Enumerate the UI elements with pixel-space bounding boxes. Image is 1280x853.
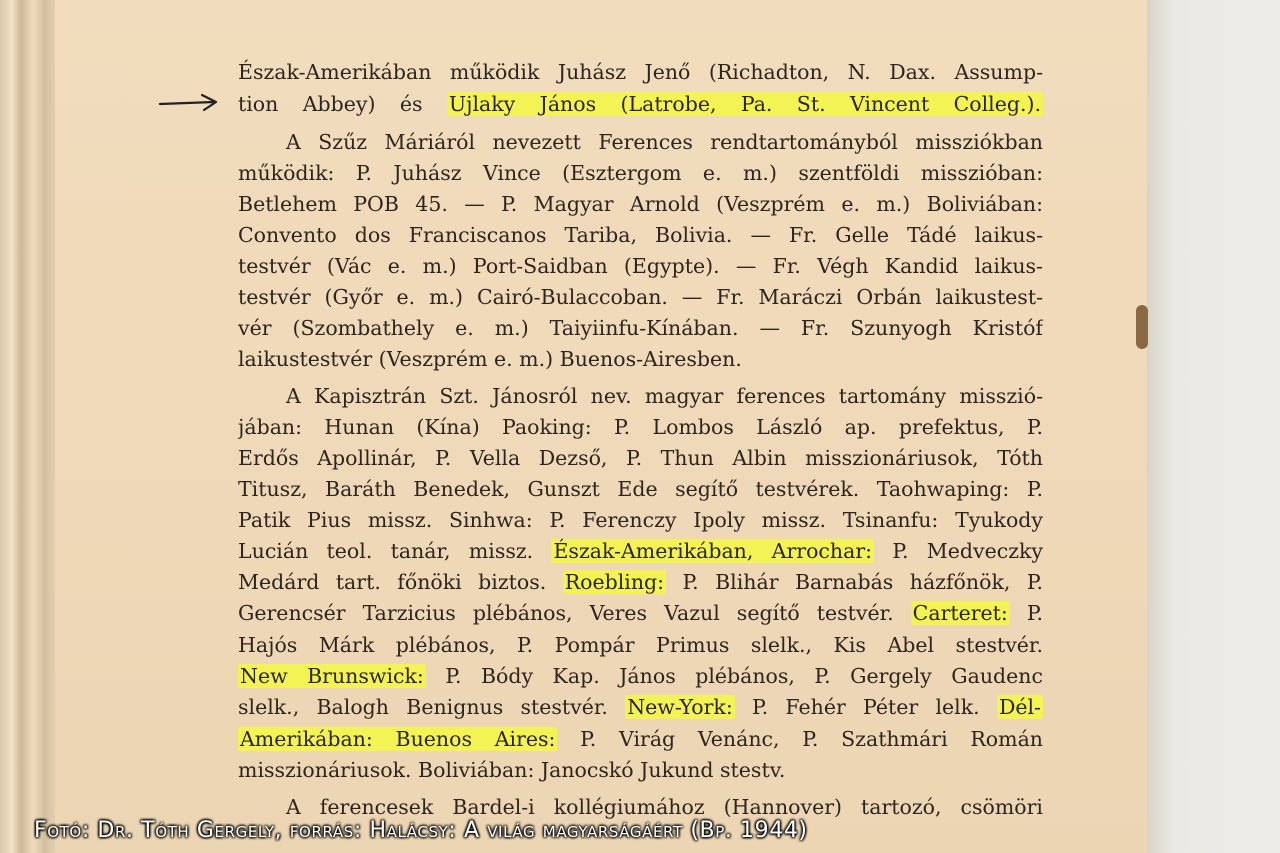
text-segment: Medárd tart. főnöki biztos. [238, 570, 563, 594]
text-line [238, 57, 1043, 88]
text-line [238, 220, 1043, 251]
highlighted-text: Carteret: [912, 601, 1008, 625]
text-segment: P. [1026, 601, 1043, 625]
text-segment: vér (Szombathely e. m.) Taiyiinfu-Kínában. — Fr. Szunyogh Kristóf [238, 316, 1043, 340]
text-line [238, 344, 1043, 375]
text-line [238, 474, 1043, 505]
text-segment: Betlehem POB 45. — P. Magyar Arnold (Veszprém e. m.) Boliviában: [238, 192, 1043, 216]
background-surface [1147, 0, 1280, 853]
text-line [238, 381, 1043, 412]
text-segment: tion Abbey) és [238, 92, 447, 116]
text-line [238, 692, 1043, 723]
photo-credit-caption: Fotó: Dr. Tóth Gergely, forrás: Halácsy: A világ magyarságáért (Bp. 1944) [34, 818, 808, 843]
text-segment: Hajós Márk plébános, P. Pompár Primus slelk., Kis Abel stestvér. [238, 633, 1043, 657]
text-segment: laikustestvér (Veszprém e. m.) Buenos-Airesben. [238, 347, 742, 371]
text-line [238, 158, 1043, 189]
hand-drawn-arrow-icon [158, 92, 222, 114]
text-line [238, 127, 1043, 158]
text-line [238, 598, 1043, 629]
text-line [238, 412, 1043, 443]
text-segment: Convento dos Franciscanos Tariba, Bolivia. — Fr. Gelle Tádé laikus- [238, 223, 1043, 247]
text-segment: Észak-Amerikában működik Juhász Jenő (Richadton, N. Dax. Assump- [238, 60, 1043, 84]
text-segment: misszionáriusok. Boliviában: Janocskó Jukund stestv. [238, 758, 786, 782]
text-segment: testvér (Vác e. m.) Port-Saidban (Egypte). — Fr. Végh Kandid laikus- [238, 254, 1043, 278]
text-segment: P. Bódy Kap. János plébános, P. Gergely Gaudenc [445, 664, 1043, 688]
text-line [238, 251, 1043, 282]
text-segment: slelk., Balogh Benignus stestvér. [238, 695, 626, 719]
text-line [238, 755, 1043, 786]
book-page-edges [0, 0, 60, 853]
text-segment: Lucián teol. tanár, missz. [238, 539, 552, 563]
text-line [238, 661, 1043, 692]
text-segment: P. Medveczky [892, 539, 1043, 563]
text-segment: P. Fehér Péter lelk. [752, 695, 997, 719]
text-segment: működik: P. Juhász Vince (Esztergom e. m.) szentföldi misszióban: [238, 161, 1043, 185]
highlighted-text: Amerikában: Buenos Aires: [240, 727, 556, 751]
text-line [238, 724, 1043, 755]
highlighted-text: Roebling: [564, 570, 665, 594]
text-line [238, 630, 1043, 661]
text-line [238, 536, 1043, 567]
text-line [238, 443, 1043, 474]
text-segment: Patik Pius missz. Sinhwa: P. Ferenczy Ipoly missz. Tsinanfu: Tyukody [238, 508, 1043, 532]
text-segment: A ferencesek Bardel-i kollégiumához (Hannover) tartozó, csömöri [286, 795, 1043, 819]
text-segment: A Kapisztrán Szt. Jánosról nev. magyar ferences tartomány misszió- [286, 384, 1043, 408]
highlighted-text: Dél- [998, 695, 1041, 719]
text-line [238, 282, 1043, 313]
text-segment: P. Blihár Barnabás házfőnök, P. [682, 570, 1043, 594]
highlighted-text: New-York: [627, 695, 733, 719]
highlighted-text: New Brunswick: [240, 664, 424, 688]
text-line [238, 313, 1043, 344]
text-line [238, 505, 1043, 536]
text-line [238, 189, 1043, 220]
text-segment: testvér (Győr e. m.) Cairó-Bulaccoban. — Fr. Maráczi Orbán laikustest- [238, 285, 1043, 309]
text-segment: P. Virág Venánc, P. Szathmári Román [580, 727, 1043, 751]
highlighted-text: Észak-Amerikában, Arrochar: [553, 539, 873, 563]
highlighted-text: Ujlaky János (Latrobe, Pa. St. Vincent Colleg.). [448, 92, 1041, 116]
text-line [238, 567, 1043, 598]
text-segment: A Szűz Máriáról nevezett Ferences rendtartományból missziókban [286, 130, 1043, 154]
binding-stain [1136, 305, 1148, 349]
text-segment: Titusz, Baráth Benedek, Gunszt Ede segítő testvérek. Taohwaping: P. [238, 477, 1043, 501]
text-segment: Erdős Apollinár, P. Vella Dezső, P. Thun Albin misszionáriusok, Tóth [238, 446, 1043, 470]
text-segment: jában: Hunan (Kína) Paoking: P. Lombos László ap. prefektus, P. [238, 415, 1043, 439]
text-line [238, 89, 1043, 120]
text-segment: Gerencsér Tarzicius plébános, Veres Vazul segítő testvér. [238, 601, 911, 625]
